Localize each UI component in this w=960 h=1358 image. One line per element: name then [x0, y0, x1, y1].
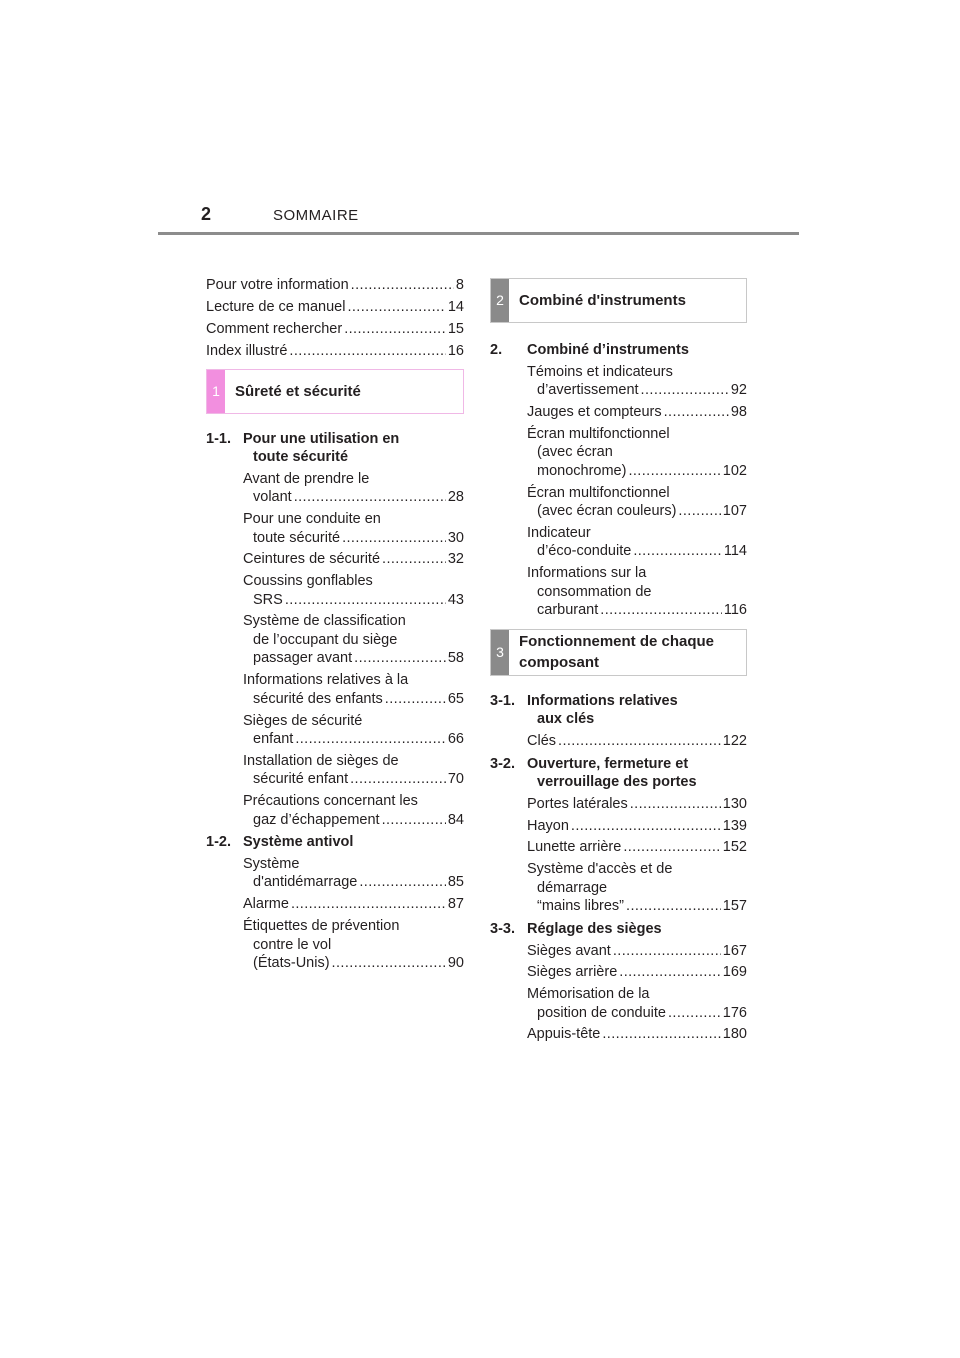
toc-label: Comment rechercher [206, 321, 343, 337]
leader-dots [289, 342, 445, 361]
chapter-number: 3-1. [490, 692, 515, 709]
toc-intro-item[interactable] [206, 342, 464, 361]
toc-entry[interactable]: Écran multifonctionnel (avec écran monochrome) ..... 102 [490, 425, 747, 481]
toc-entry[interactable]: Lunette arrière ..... 152 [490, 838, 747, 857]
page-header [0, 0, 960, 240]
chapter-title: Système antivol [243, 834, 354, 851]
toc-label: Index illustré [206, 343, 288, 359]
toc-intro-item[interactable] [206, 276, 464, 295]
toc-entry[interactable]: Système d'accès et de démarrage “mains libres” ..... 157 [490, 860, 747, 916]
toc-entry[interactable]: Mémorisation de la position de conduite ..... 176 [490, 985, 747, 1022]
toc-entry[interactable]: Informations relatives à la sécurité des enfants ..... 65 [206, 671, 464, 708]
chapter-heading[interactable] [490, 692, 747, 729]
chapter-heading[interactable] [490, 341, 747, 360]
chapter-number: 3-3. [490, 920, 515, 937]
toc-intro-item[interactable] [206, 298, 464, 317]
toc-entry[interactable]: Alarme ..... 87 [206, 895, 464, 914]
section-number: 2 [491, 279, 509, 322]
toc-entry[interactable]: Clés ..... 122 [490, 732, 747, 751]
section-header-2[interactable] [490, 278, 747, 323]
toc-entry[interactable]: Coussins gonflables SRS ..... 43 [206, 572, 464, 609]
toc-label: Pour votre information [206, 277, 349, 293]
leader-dots [347, 298, 445, 317]
toc-entry[interactable]: Installation de sièges de sécurité enfant ..... 70 [206, 752, 464, 789]
chapter-heading[interactable] [206, 833, 464, 852]
section-header-3[interactable] [490, 629, 747, 676]
toc-entry[interactable]: Pour une conduite en toute sécurité ..... 30 [206, 510, 464, 547]
toc-entry[interactable]: Sièges arrière ..... 169 [490, 963, 747, 982]
toc-entry[interactable]: Hayon ..... 139 [490, 817, 747, 836]
toc-entry[interactable]: Système de classification de l’occupant du siège passager avant ..... 58 [206, 612, 464, 668]
toc-entry[interactable]: Indicateur d’éco-conduite ..... 114 [490, 524, 747, 561]
toc-right-column [490, 278, 747, 1044]
chapter-number: 1-2. [206, 834, 231, 851]
toc-entry[interactable]: Précautions concernant les gaz d’échappement ..... 84 [206, 792, 464, 829]
chapter-title: Informations relatives aux clés [527, 692, 678, 728]
header-rule [158, 232, 799, 235]
chapter-number: 2. [490, 342, 503, 358]
toc-page: 14 [447, 299, 464, 315]
toc-entry[interactable]: Système d'antidémarrage ..... 85 [206, 855, 464, 892]
toc-entry[interactable]: Avant de prendre le volant ..... 28 [206, 470, 464, 507]
chapter-number: 3-2. [490, 755, 515, 772]
header-title: SOMMAIRE [273, 207, 359, 224]
toc-entry[interactable]: Ceintures de sécurité ..... 32 [206, 550, 464, 569]
toc-left-column [206, 276, 464, 973]
chapter-heading[interactable] [490, 755, 747, 792]
chapter-title: Combiné d’instruments [527, 342, 689, 358]
toc-entry[interactable]: Sièges de sécurité enfant ..... 66 [206, 712, 464, 749]
toc-entry[interactable]: Écran multifonctionnel (avec écran couleurs) ..... 107 [490, 484, 747, 521]
chapter-heading[interactable] [490, 920, 747, 939]
section-title: Combiné d'instruments [519, 292, 686, 309]
section-number: 3 [491, 630, 509, 675]
toc-entry[interactable]: Appuis-tête ..... 180 [490, 1025, 747, 1044]
toc-entry[interactable]: Sièges avant ..... 167 [490, 942, 747, 961]
chapter-title: Réglage des sièges [527, 920, 662, 937]
toc-page: 16 [447, 343, 464, 359]
chapter-number: 1-1. [206, 430, 231, 447]
section-number: 1 [207, 370, 225, 413]
chapter-title: Ouverture, fermeture et verrouillage des portes [527, 755, 697, 791]
toc-entry[interactable]: Étiquettes de prévention contre le vol (États-Unis) ..... 90 [206, 917, 464, 973]
toc-intro-item[interactable] [206, 320, 464, 339]
toc-label: Lecture de ce manuel [206, 299, 346, 315]
section-title: Sûreté et sécurité [235, 382, 361, 400]
chapter-heading[interactable] [206, 430, 464, 467]
leader-dots [344, 320, 446, 339]
leader-dots [351, 276, 454, 295]
section-title: Fonctionnement de chaque composant [519, 633, 715, 672]
toc-entry[interactable]: Témoins et indicateurs d’avertissement ..... 92 [490, 363, 747, 400]
toc-entry[interactable]: Jauges et compteurs ..... 98 [490, 403, 747, 422]
toc-entry[interactable]: Portes latérales ..... 130 [490, 795, 747, 814]
section-header-1[interactable] [206, 369, 464, 414]
toc-entry[interactable]: Informations sur la consommation de carburant ..... 116 [490, 564, 747, 620]
chapter-title: Pour une utilisation en toute sécurité [243, 430, 400, 465]
toc-page: 15 [447, 321, 464, 337]
toc-page: 8 [455, 277, 464, 293]
page-number: 2 [201, 204, 212, 224]
